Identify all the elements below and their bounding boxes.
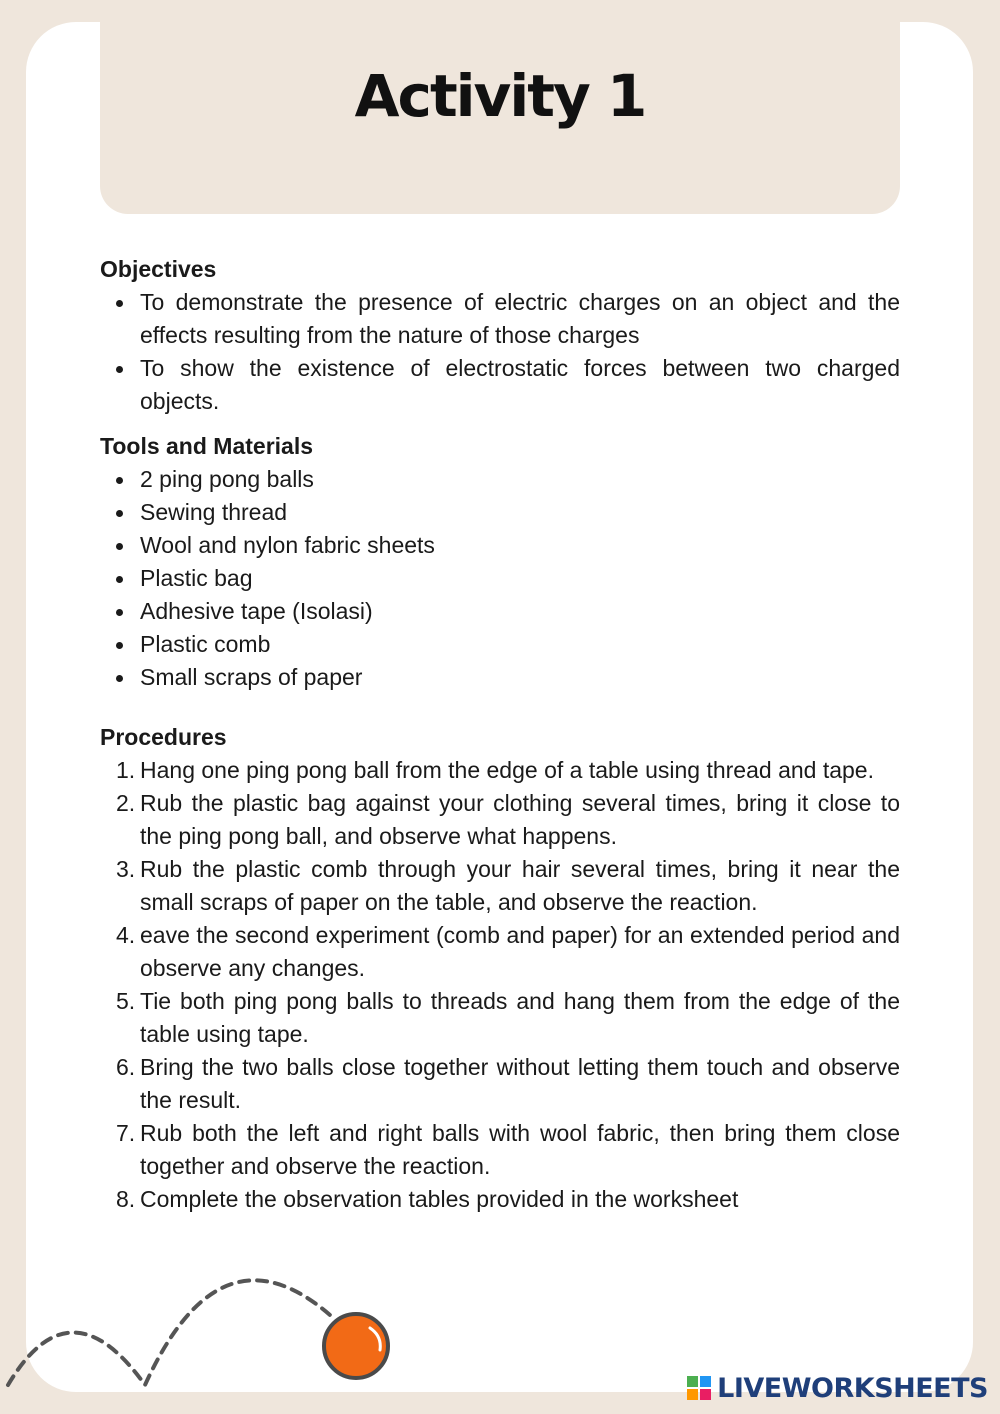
- list-item: Plastic comb: [100, 628, 900, 661]
- bouncing-ball-illustration: [0, 1260, 420, 1400]
- list-item: 7. Rub both the left and right balls with wool fabric, then bring them close together and observe the reaction.: [116, 1120, 900, 1179]
- procedures-heading: Procedures: [100, 724, 227, 750]
- worksheet-content: [100, 252, 900, 1216]
- list-item: 3. Rub the plastic comb through your hair several times, bring it near the small scraps of paper on the table, and observe the reaction.: [116, 856, 900, 915]
- list-item: Wool and nylon fabric sheets: [100, 529, 900, 562]
- liveworksheets-brand: [687, 1373, 988, 1404]
- list-item: Sewing thread: [100, 496, 900, 529]
- list-item: Adhesive tape (Isolasi): [100, 595, 900, 628]
- ping-pong-ball-icon: [324, 1314, 388, 1378]
- tools-heading: Tools and Materials: [100, 433, 314, 459]
- list-item: 1. Hang one ping pong ball from the edge of a table using thread and tape.: [116, 757, 874, 783]
- page-title: Activity 1: [354, 62, 646, 130]
- objectives-heading: Objectives: [100, 256, 217, 282]
- procedures-list: [100, 754, 900, 1216]
- list-item: 2. Rub the plastic bag against your clothing several times, bring it close to the ping pong ball, and observe what happens.: [116, 790, 900, 849]
- liveworksheets-logo-icon: [687, 1376, 713, 1402]
- list-item: To demonstrate the presence of electric charges on an object and the effects resulting from the nature of those charges: [100, 286, 900, 352]
- list-item: 6. Bring the two balls close together without letting them touch and observe the result.: [116, 1054, 900, 1113]
- list-item: 4. eave the second experiment (comb and paper) for an extended period and observe any changes.: [116, 922, 900, 981]
- list-item: Small scraps of paper: [100, 661, 900, 694]
- list-item: 8. Complete the observation tables provided in the worksheet: [116, 1186, 739, 1212]
- tools-list: [100, 463, 900, 694]
- list-item: 2 ping pong balls: [100, 463, 900, 496]
- ball-trajectory-dashes: [8, 1280, 330, 1385]
- list-item: To show the existence of electrostatic forces between two charged objects.: [100, 352, 900, 418]
- list-item: 5. Tie both ping pong balls to threads and hang them from the edge of the table using tape.: [116, 988, 900, 1047]
- brand-name: LIVEWORKSHEETS: [717, 1373, 988, 1404]
- objectives-list: [100, 286, 900, 418]
- list-item: Plastic bag: [100, 562, 900, 595]
